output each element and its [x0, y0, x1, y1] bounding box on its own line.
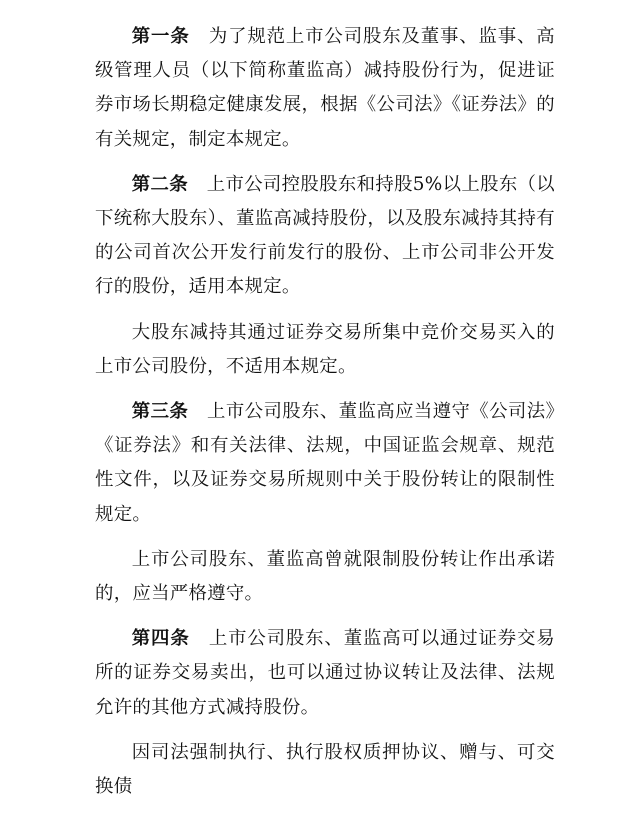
- article-number: 第二条: [131, 173, 188, 195]
- article-number: 第三条: [131, 401, 189, 423]
- paragraph-article-3: [95, 395, 555, 532]
- paragraph-text: 上市公司股东、董监高应当遵守《公司法》《证券法》和有关法律、法规，中国证监会规章、规范性文件，以及证券交易所规则中关于股份转让的限制性规定。: [95, 401, 555, 525]
- paragraph-text: 上市公司控股股东和持股5%以上股东（以下统称大股东）、董监高减持股份，以及股东减持其持有的公司首次公开发行前发行的股份、上市公司非公开发行的股份，适用本规定。: [95, 173, 555, 298]
- paragraph-article-2: [95, 168, 555, 305]
- paragraph-text: 因司法强制执行、执行股权质押协议、赠与、可交换债: [95, 741, 555, 798]
- paragraph-article-2-clause-2: [95, 316, 555, 384]
- paragraph-text: 上市公司股东、董监高曾就限制股份转让作出承诺的，应当严格遵守。: [95, 548, 555, 605]
- document-page: [95, 20, 555, 815]
- paragraph-article-3-clause-2: [95, 543, 555, 611]
- paragraph-article-4-clause-2: [95, 736, 555, 804]
- paragraph-text: 大股东减持其通过证券交易所集中竞价交易买入的上市公司股份，不适用本规定。: [95, 321, 555, 377]
- article-number: 第四条: [131, 628, 190, 650]
- paragraph-text: 上市公司股东、董监高可以通过证券交易所的证券交易卖出，也可以通过协议转让及法律、法规允许的其他方式减持股份。: [95, 628, 555, 718]
- article-number: 第一条: [131, 26, 190, 47]
- paragraph-article-1: [95, 20, 555, 157]
- paragraph-text: 为了规范上市公司股东及董事、监事、高级管理人员（以下简称董监高）减持股份行为，促进证券市场长期稳定健康发展，根据《公司法》《证券法》的有关规定，制定本规定。: [95, 26, 555, 150]
